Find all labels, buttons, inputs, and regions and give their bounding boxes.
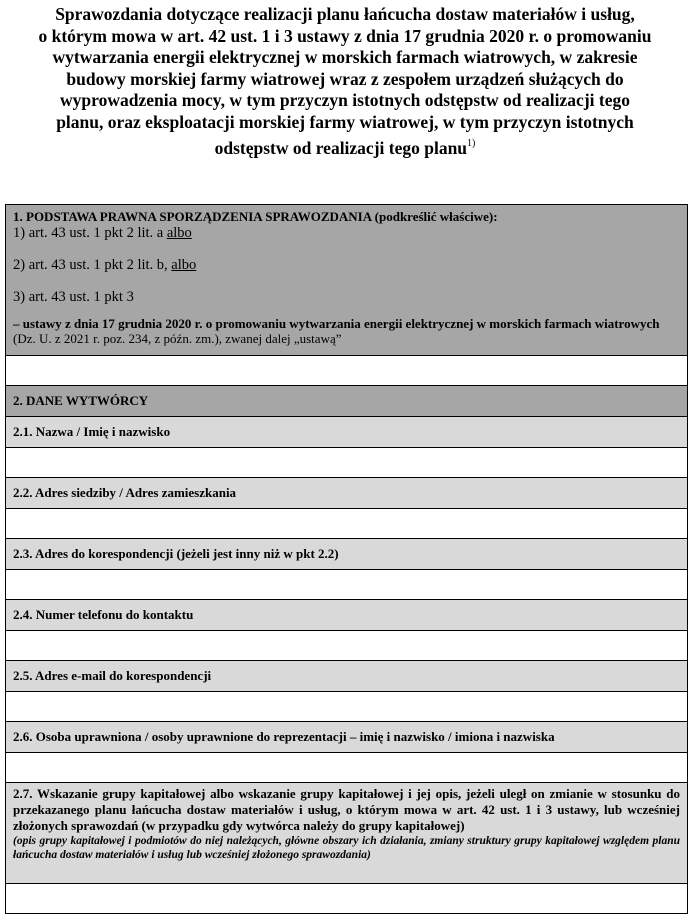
title-line: o którym mowa w art. 42 ust. 1 i 3 ustawy z dnia 17 grudnia 2020 r. o promowaniu — [38, 25, 652, 46]
footnote-marker: 1) — [467, 138, 476, 149]
document-title — [0, 4, 690, 160]
field-2-4-input[interactable] — [6, 630, 687, 660]
title-line: budowy morskiej farmy wiatrowej wraz z zespołem urządzeń służących do — [66, 68, 624, 89]
act-reference-note: – ustawy z dnia 17 grudnia 2020 r. o promowaniu wytwarzania energii elektrycznej w morskich farmach wiatrowych (Dz. U. z 2021 r. poz. 234, z późn. zm.), zwanej dalej „ustawą” — [13, 316, 660, 346]
field-2-7-hint: (opis grupy kapitałowej i podmiotów do niej należących, główne obszary ich działania, zmiany struktury grupy kapitałowej względem planu łańcucha dostaw materiałów i usług lub wcześniej złożonego sprawozdania) — [13, 835, 680, 861]
section-1-heading-note: (podkreślić właściwe): — [374, 209, 498, 224]
legal-basis-option-3[interactable]: 3) art. 43 ust. 1 pkt 3 — [13, 289, 134, 305]
section-2-heading: 2. DANE WYTWÓRCY — [6, 385, 687, 416]
title-line: wytwarzania energii elektrycznej w morskich farmach wiatrowych, w zakresie — [52, 47, 638, 67]
field-2-1-input[interactable] — [6, 447, 687, 477]
legal-basis-option-2[interactable]: 2) art. 43 ust. 1 pkt 2 lit. b, albo — [13, 257, 197, 273]
field-2-5-label: 2.5. Adres e-mail do korespondencji — [6, 660, 687, 691]
field-2-3-input[interactable] — [6, 569, 687, 599]
field-2-2-label: 2.2. Adres siedziby / Adres zamieszkania — [6, 477, 687, 508]
field-2-3-label: 2.3. Adres do korespondencji (jeżeli jest inny niż w pkt 2.2) — [6, 538, 687, 569]
section-1-legal-basis — [6, 205, 687, 355]
field-2-1-label: 2.1. Nazwa / Imię i nazwisko — [6, 416, 687, 447]
title-line: planu, oraz eksploatacji morskiej farmy wiatrowej, w tym przyczyn istotnych — [56, 111, 634, 132]
field-2-6-input[interactable] — [6, 752, 687, 782]
field-2-5-input[interactable] — [6, 691, 687, 721]
field-2-7-input[interactable] — [6, 883, 687, 913]
title-line: Sprawozdania dotyczące realizacji planu łańcucha dostaw materiałów i usług, — [55, 4, 635, 24]
field-2-6-label: 2.6. Osoba uprawniona / osoby uprawnione do reprezentacji – imię i nazwisko / imiona i nazwiska — [6, 721, 687, 752]
title-line-last: odstępstw od realizacji tego planu$^{1)}$ — [214, 138, 476, 158]
report-form — [5, 204, 688, 914]
title-line: wyprowadzenia mocy, w tym przyczyn istotnych odstępstw od realizacji tego — [60, 90, 630, 110]
section-1-input[interactable] — [6, 355, 687, 385]
field-2-4-label: 2.4. Numer telefonu do kontaktu — [6, 599, 687, 630]
section-1-heading: 1. PODSTAWA PRAWNA SPORZĄDZENIA SPRAWOZDANIA — [13, 209, 372, 224]
field-2-7-label: 2.7. Wskazanie grupy kapitałowej albo wskazanie grupy kapitałowej i jej opis, jeżeli uległ on zmianie w stosunku do przekazanego planu łańcucha dostaw materiałów i usług, o którym mowa w art. 42 ust. 1 i 3 ustawy, lub wcześniej złożonych sprawozdań (w przypadku gdy wytwórca należy do grupy kapitałowej) (opis grupy kapitałowej i podmiotów do niej należących, główne obszary ich działania, zmiany struktury grupy kapitałowej względem planu łańcucha dostaw materiałów i usług lub wcześniej złożonego sprawozdania) — [6, 782, 687, 883]
field-2-2-input[interactable] — [6, 508, 687, 538]
legal-basis-option-1[interactable]: 1) art. 43 ust. 1 pkt 2 lit. a albo — [13, 225, 192, 241]
